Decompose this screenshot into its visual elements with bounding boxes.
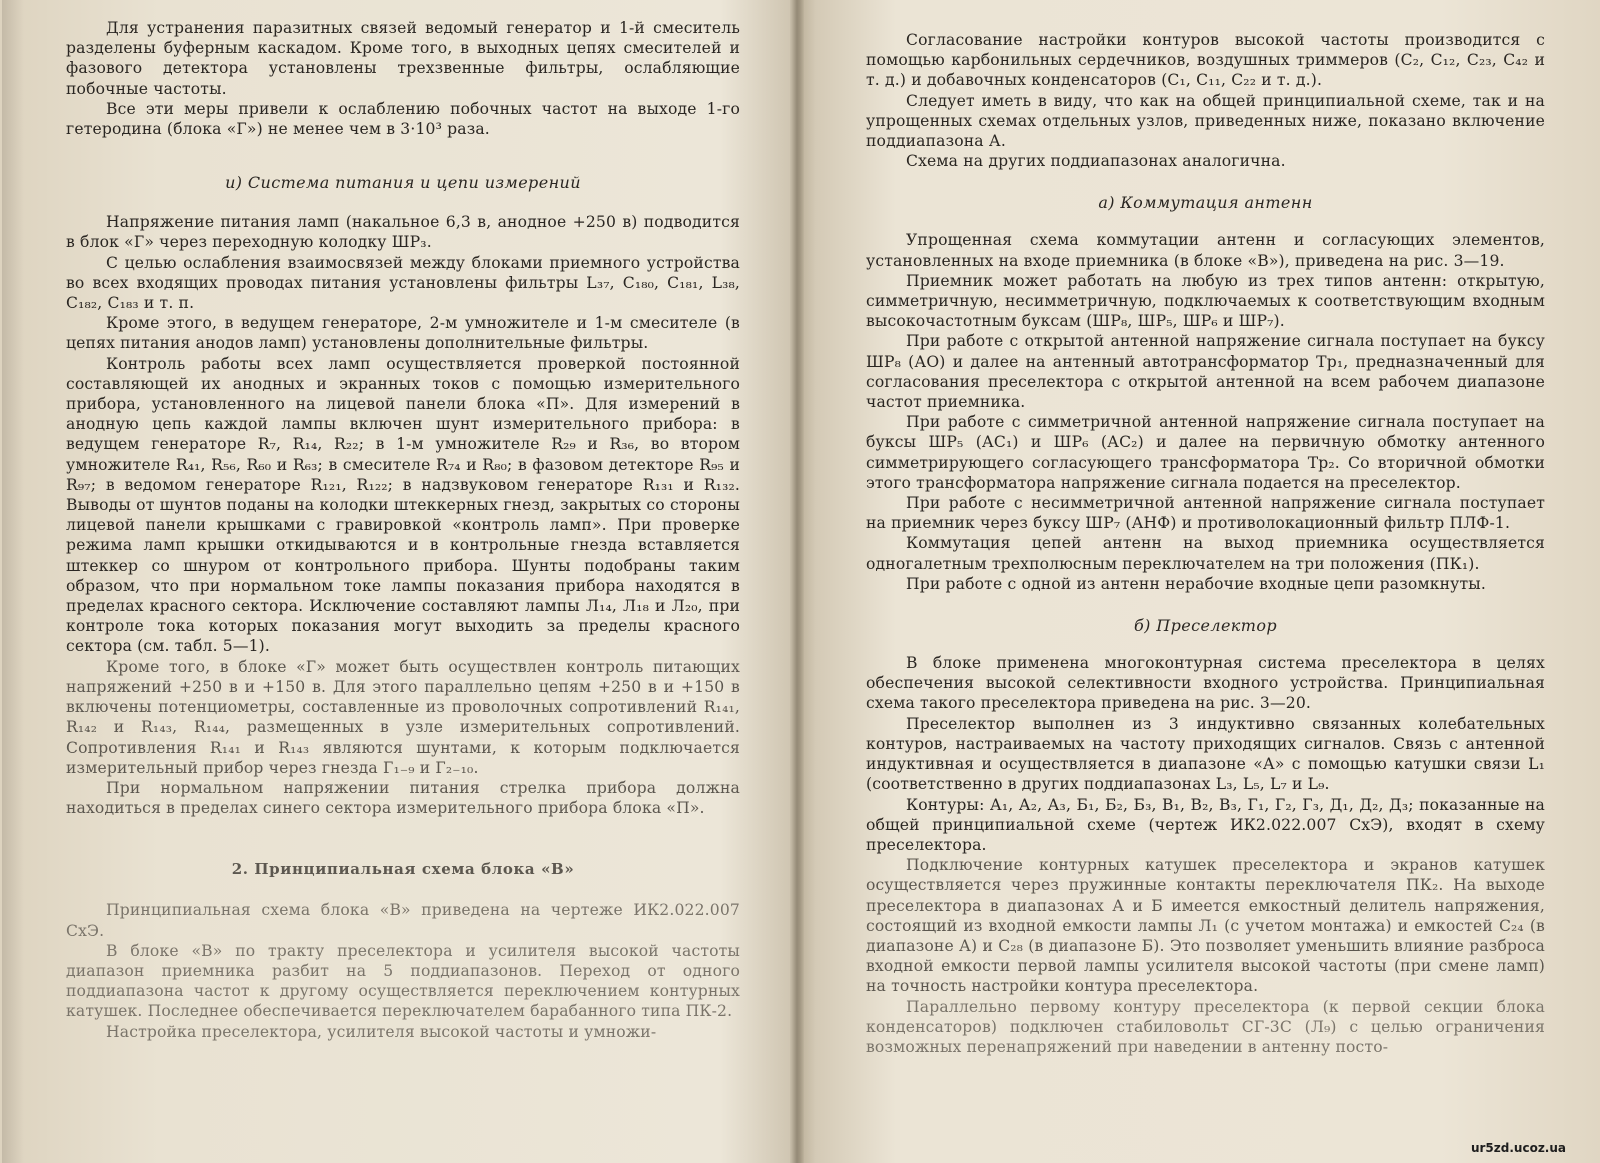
watermark: ur5zd.ucoz.ua: [1470, 1141, 1566, 1155]
right-page: [800, 0, 1600, 1163]
paragraph: Все эти меры привели к ослаблению побочных частот на выходе 1-го гетеродина (блока «Г») не менее чем в 3·10³ раза.: [66, 99, 740, 139]
paragraph: Приемник может работать на любую из трех типов антенн: открытую, симметричную, несимметричную, подключаемых к соответствующим входным высокочастотным буксам (ШР₈, ШР₅, ШР₆ и ШР₇).: [866, 271, 1545, 331]
paragraph: Контроль работы всех ламп осуществляется проверкой постоянной составляющей их анодных и экранных токов с помощью измерительного прибора, установленного на лицевой панели блока «П». Для измерений в анодную цепь каждой лампы включен шунт измерительного прибора: в ведущем генераторе R₇, R₁₄, R₂₂; в 1-м умножителе R₂₉ и R₃₆, во втором умножителе R₄₁, R₅₆, R₆₀ и R₆₃; в смесителе R₇₄ и R₈₀; в фазовом детекторе R₉₅ и R₉₇; в ведомом генераторе R₁₂₁, R₁₂₂; в надзвуковом генераторе R₁₃₁ и R₁₃₂. Выводы от шунтов поданы на колодки штеккерных гнезд, закрытых со стороны лицевой панели крышками с гравировкой «контроль ламп». При проверке режима ламп крышки откидываются и в контрольные гнезда вставляется штеккер со шнуром от контрольного прибора. Шунты подобраны таким образом, что при нормальном токе лампы показания прибора находятся в пределах красного сектора. Исключение составляют лампы Л₁₄, Л₁₈ и Л₂₀, при контроле тока которых показания могут выходить за пределы красного сектора (см. табл. 5—1).: [66, 354, 740, 656]
paragraph: При работе с одной из антенн нерабочие входные цепи разомкнуты.: [906, 574, 1486, 593]
paragraph: Кроме того, в блоке «Г» может быть осуществлен контроль питающих напряжений +250 в и +150 в. Для этого параллельно цепям +250 в и +150 в включены потенциометры, составленные из проволочных сопротивлений R₁₄₁, R₁₄₂ и R₁₄₃, R₁₄₄, размещенных в узле измерительных сопротивлений. Сопротивления R₁₄₁ и R₁₄₃ являются шунтами, к которым подключается измерительный прибор через гнезда Г₁₋₉ и Г₂₋₁₀.: [66, 657, 740, 777]
paragraph: При работе с несимметричной антенной напряжение сигнала поступает на приемник через буксу ШР₇ (АНФ) и противолокационный фильтр ПЛФ-1.: [866, 494, 1545, 533]
paragraph: Упрощенная схема коммутации антенн и согласующих элементов, установленных на входе приемника (в блоке «В»), приведена на рис. 3—19.: [866, 231, 1545, 270]
paragraph: Для устранения паразитных связей ведомый генератор и 1-й смеситель разделены буферным каскадом. Кроме того, в выходных цепях смесителей и фазового детектора установлены трехзвенные фильтры, ослабляющие побочные частоты.: [66, 19, 740, 98]
left-page: [0, 0, 790, 1163]
paragraph: Параллельно первому контуру преселектора (к первой секции блока конденсаторов) подключен стабиловольт СГ-3С (Л₉) с целью ограничения возможных перенапряжений при наведении в антенну посто-: [866, 997, 1545, 1056]
section-heading: и) Система питания и цепи измерений: [225, 173, 581, 193]
paragraph: При работе с симметричной антенной напряжение сигнала поступает на буксы ШР₅ (АС₁) и ШР₆ (АС₂) и далее на первичную обмотку антенного симметрирующего согласующего трансформатора Тр₂. Со вторичной обмотки этого трансформатора напряжение сигнала подается на преселектор.: [866, 413, 1545, 492]
paragraph: С целью ослабления взаимосвязей между блоками приемного устройства во всех входящих проводах питания установлены фильтры L₃₇, C₁₈₀, C₁₈₁, L₃₈, C₁₈₂, C₁₈₃ и т. п.: [66, 253, 740, 313]
paragraph: Кроме этого, в ведущем генераторе, 2-м умножителе и 1-м смесителе (в цепях питания анодов ламп) установлены дополнительные фильтры.: [66, 314, 740, 353]
paragraph: Схема на других поддиапазонах аналогична.: [906, 152, 1286, 171]
paragraph: Контуры: А₁, А₂, А₃, Б₁, Б₂, Б₃, В₁, В₂, В₃, Г₁, Г₂, Г₃, Д₁, Д₂, Д₃; показанные на общей принципиальной схеме (чертеж ИК2.022.007 СхЭ), входят в схему преселектора.: [866, 795, 1545, 854]
paragraph: Принципиальная схема блока «В» приведена на чертеже ИК2.022.007 СхЭ.: [66, 901, 740, 940]
paragraph: При нормальном напряжении питания стрелка прибора должна находиться в пределах синего сектора измерительного прибора блока «П».: [66, 778, 740, 818]
paragraph: В блоке применена многоконтурная система преселектора в целях обеспечения высокой селективности входного устройства. Принципиальная схема такого преселектора приведена на рис. 3—20.: [866, 654, 1545, 713]
paragraph: Согласование настройки контуров высокой частоты производится с помощью карбонильных сердечников, воздушных триммеров (C₂, C₁₂, C₂₃, C₄₂ и т. д.) и добавочных конденсаторов (C₁, C₁₁, C₂₂ и т. д.).: [866, 31, 1545, 90]
paragraph: Напряжение питания ламп (накальное 6,3 в, анодное +250 в) подводится в блок «Г» через переходную колодку ШР₃.: [66, 213, 740, 252]
paragraph: При работе с открытой антенной напряжение сигнала поступает на буксу ШР₈ (АО) и далее на антенный автотрансформатор Тр₁, предназначенный для согласования преселектора с открытой антенной на всем рабочем диапазоне частот приемника.: [866, 332, 1545, 412]
section-heading: а) Коммутация антенн: [1098, 193, 1313, 213]
chapter-heading: 2. Принципиальная схема блока «В»: [231, 860, 575, 879]
section-heading: б) Преселектор: [1133, 616, 1278, 636]
paragraph: Преселектор выполнен из 3 индуктивно связанных колебательных контуров, настраиваемых на частоту приходящих сигналов. Связь с антенной индуктивная и осуществляется в диапазоне «А» с помощью катушки связи L₁ (соответственно в других поддиапазонах L₃, L₅, L₇ и L₉.: [866, 714, 1545, 794]
paragraph: Подключение контурных катушек преселектора и экранов катушек осуществляется через пружинные контакты переключателя ПК₂. На выходе преселектора в диапазонах А и Б имеется емкостный делитель напряжения, состоящий из входной емкости лампы Л₁ (с учетом монтажа) и емкостей C₂₄ (в диапазоне А) и C₂₈ (в диапазоне Б). Это позволяет уменьшить влияние разброса входной емкости первой лампы усилителя высокой частоты (при смене ламп) на точность настройки контура преселектора.: [866, 856, 1545, 996]
paragraph: Коммутация цепей антенн на выход приемника осуществляется одногалетным трехполюсным переключателем на три положения (ПК₁).: [866, 534, 1545, 573]
paragraph: Следует иметь в виду, что как на общей принципиальной схеме, так и на упрощенных схемах отдельных узлов, приведенных ниже, показано включение поддиапазона А.: [866, 91, 1545, 151]
paragraph: Настройка преселектора, усилителя высокой частоты и умножи-: [106, 1022, 657, 1041]
paragraph: В блоке «В» по тракту преселектора и усилителя высокой частоты диапазон приемника разбит на 5 поддиапазонов. Переход от одного поддиапазона частот к другому осуществляется переключением контурных катушек. Последнее обеспечивается переключателем барабанного типа ПК-2.: [66, 941, 740, 1021]
